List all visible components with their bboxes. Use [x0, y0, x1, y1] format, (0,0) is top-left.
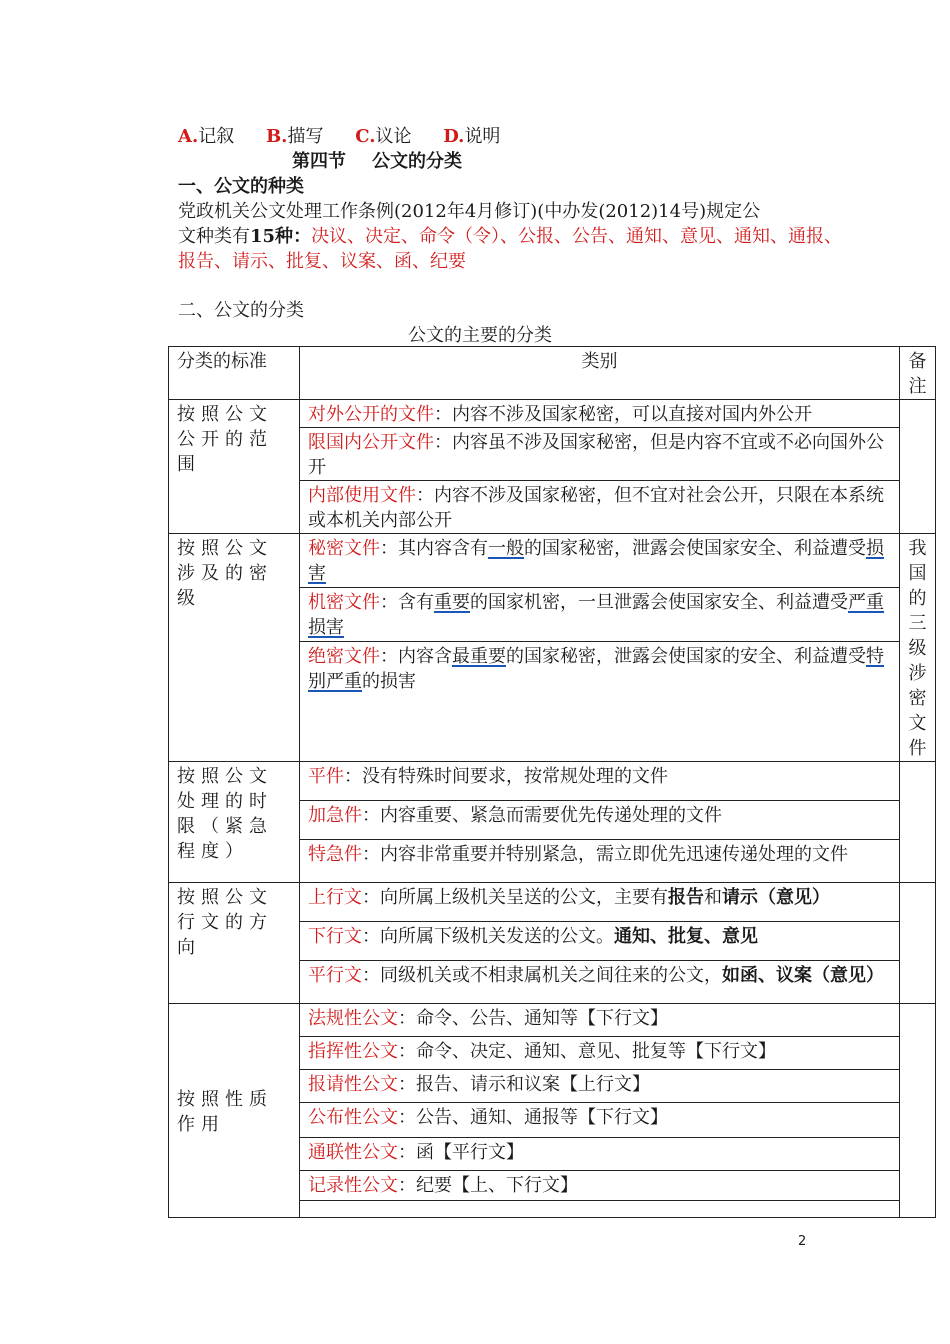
- option-b: B.描写: [265, 126, 324, 147]
- table-row: [169, 534, 936, 588]
- table-row: [169, 1004, 936, 1037]
- category-cell: 对外公开的文件：内容不涉及国家秘密，可以直接对国内外公开: [300, 400, 900, 428]
- table-header-row: [169, 347, 936, 400]
- category-cell: 报请性公文：报告、请示和议案【上行文】: [300, 1070, 900, 1103]
- header-category: 类别: [300, 347, 900, 400]
- category-cell: 机密文件：含有重要的国家机密，一旦泄露会使国家安全、利益遭受严重损害: [300, 588, 900, 642]
- category-cell: 平件：没有特殊时间要求，按常规处理的文件: [300, 762, 900, 801]
- standard-urgency: 按照公文处理的时限（紧急程度）: [169, 762, 300, 883]
- section-title: [292, 150, 462, 174]
- standard-scope: 按照公文公开的范围: [169, 400, 300, 534]
- part2-heading: 二、公文的分类: [178, 300, 304, 321]
- category-cell: 公布性公文：公告、通知、通报等【下行文】: [300, 1103, 900, 1138]
- category-cell: 通联性公文：函【平行文】: [300, 1138, 900, 1171]
- page-number: 2: [798, 1234, 807, 1249]
- category-cell: 法规性公文：命令、公告、通知等【下行文】: [300, 1004, 900, 1037]
- category-cell: 内部使用文件：内容不涉及国家秘密，但不宜对社会公开，只限在本系统或本机关内部公开: [300, 481, 900, 534]
- answer-options: [178, 125, 526, 149]
- type-count: 15种: [250, 226, 294, 247]
- part1-text-line2: 文种类有15种：决议、决定、命令（令）、公报、公告、通知、意见、通知、通报、: [178, 226, 843, 247]
- standard-direction: 按照公文行文的方向: [169, 883, 300, 1004]
- document-types: 决议、决定、命令（令）、公报、公告、通知、意见、通知、通报、: [311, 226, 843, 247]
- table-title: 公文的主要的分类: [408, 325, 552, 346]
- part1-text-line1: 党政机关公文处理工作条例(2012年4月修订)(中办发(2012)14号)规定公: [178, 201, 761, 222]
- table-row: [169, 883, 936, 922]
- table-row: [169, 762, 936, 801]
- header-note: 备注: [900, 347, 936, 400]
- note-secrecy: 我国的三级涉密文件: [900, 534, 936, 762]
- category-cell: 记录性公文：纪要【上、下行文】: [300, 1171, 900, 1201]
- option-c: C.议论: [355, 126, 412, 147]
- category-cell: 限国内公开文件：内容虽不涉及国家秘密，但是内容不宜或不必向国外公开: [300, 428, 900, 481]
- table-row: [169, 400, 936, 428]
- option-a: A.记叙: [178, 126, 235, 147]
- category-cell: 平行文：同级机关或不相隶属机关之间往来的公文，如函、议案（意见）: [300, 961, 900, 1004]
- note-cell: [900, 762, 936, 883]
- note-cell: [900, 883, 936, 1004]
- note-cell: [900, 1004, 936, 1218]
- document-types-cont: 报告、请示、批复、议案、函、纪要: [178, 251, 466, 272]
- category-cell: 特急件：内容非常重要并特别紧急，需立即优先迅速传递处理的文件: [300, 840, 900, 883]
- category-cell: 下行文：向所属下级机关发送的公文。通知、批复、意见: [300, 922, 900, 961]
- header-standard: 分类的标准: [169, 347, 300, 400]
- category-cell: 指挥性公文：命令、决定、通知、意见、批复等【下行文】: [300, 1037, 900, 1070]
- empty-cell: [300, 1201, 900, 1218]
- standard-secrecy: 按照公文涉及的密级: [169, 534, 300, 762]
- classification-table: [168, 346, 936, 1218]
- part1-heading: 一、公文的种类: [178, 176, 304, 197]
- category-cell: 绝密文件：内容含最重要的国家秘密，泄露会使国家的安全、利益遭受特别严重的损害: [300, 642, 900, 762]
- section-number: 第四节: [292, 151, 346, 172]
- option-d: D.说明: [443, 126, 501, 147]
- category-cell: 加急件：内容重要、紧急而需要优先传递处理的文件: [300, 801, 900, 840]
- note-cell: [900, 400, 936, 534]
- standard-nature: 按照性质作用: [169, 1004, 300, 1218]
- category-cell: 上行文：向所属上级机关呈送的公文，主要有报告和请示（意见）: [300, 883, 900, 922]
- category-cell: 秘密文件：其内容含有一般的国家秘密，泄露会使国家安全、利益遭受损害: [300, 534, 900, 588]
- section-name: 公文的分类: [372, 151, 462, 172]
